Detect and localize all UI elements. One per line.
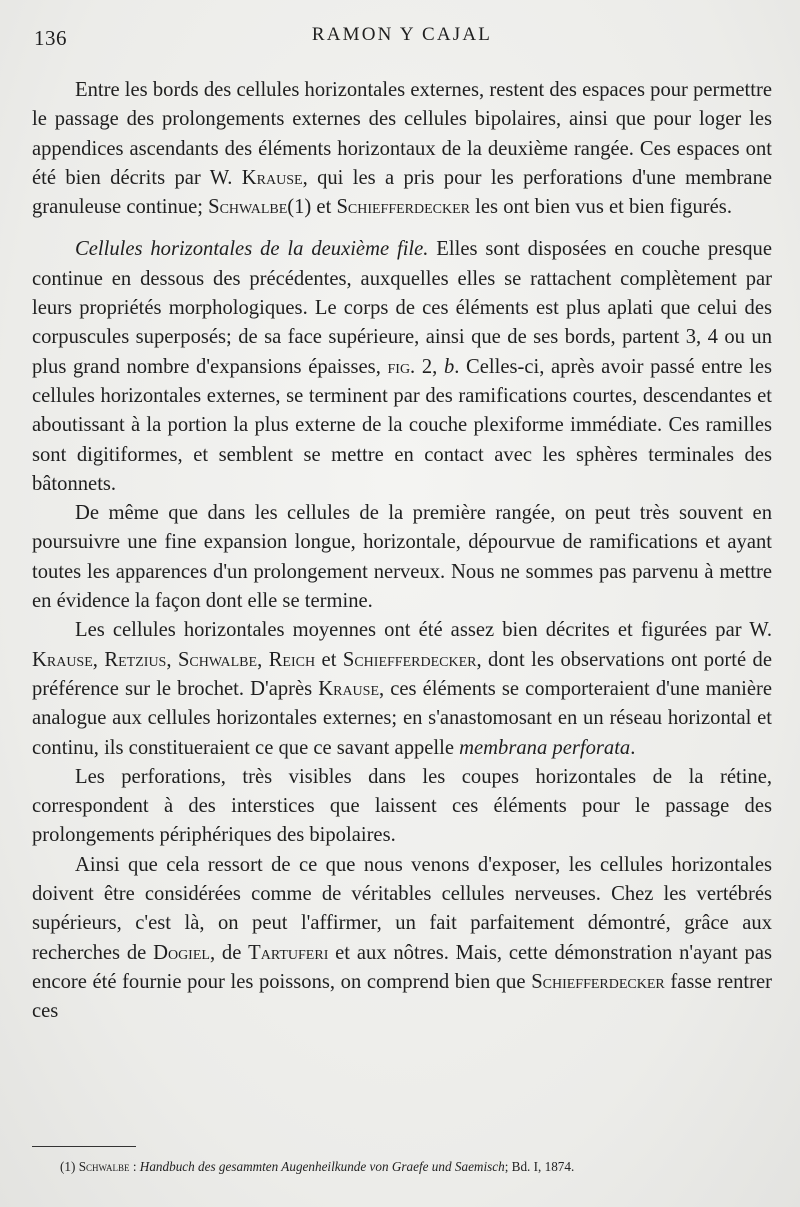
small-caps-name: fig.: [387, 355, 416, 378]
small-caps-name: Schwalbe: [177, 648, 258, 671]
small-caps-name: Schwalbe: [78, 1159, 130, 1174]
italic-text: b: [443, 355, 455, 378]
text-run: et: [315, 648, 343, 671]
small-caps-name: Reich: [268, 648, 316, 671]
text-run: De même que dans les cellules de la première rangée, on peut très souvent en poursuivre une fine expansion longue, horizontale, dépourvue de ramifications et ayant toutes les apparences d'un prolongement nerveux. Nous ne sommes pas parvenu à mettre en évidence la façon dont elle se termine.: [32, 502, 772, 613]
small-caps-name: Retzius: [104, 648, 167, 671]
text-run: Elles sont disposées en couche presque continue en dessous des précédentes, auxquelles elles se rattachent complètement par leurs propriétés morphologiques. Le corps de ces éléments est plus aplati que celui des corpuscules superposés; de sa face supérieure, ainsi que de ses bords, partent 3, 4 ou un plus grand nombre d'expansions épaisses,: [32, 238, 772, 378]
small-caps-name: Schwalbe: [208, 196, 288, 219]
paragraph: [32, 499, 772, 616]
small-caps-name: Schiefferdecker: [531, 970, 665, 993]
small-caps-name: Schiefferdecker: [336, 196, 471, 219]
text-run: .: [630, 736, 636, 759]
text-run: Entre les bords des cellules horizontales externes, restent des espaces pour permettre le passage des prolongements externes des cellules bipolaires, ainsi que pour loger les appendices ascendants des éléments horizontaux de la deuxième rangée. Ces espaces ont été bien décrits par W.: [32, 79, 772, 189]
text-run: fasse rentrer ces: [32, 970, 773, 1023]
text-run: ,: [257, 648, 269, 671]
small-caps-name: Krause: [318, 677, 380, 700]
italic-text: membrana perforata: [459, 736, 631, 759]
footnote: [60, 1158, 780, 1176]
running-head: RAMON Y CAJAL: [311, 24, 493, 45]
text-run: Les cellules horizontales moyennes ont été assez bien décrites et figurées par W.: [75, 619, 772, 642]
footnote-rule: [32, 1146, 136, 1147]
italic-text: Handbuch des gesammten Augenheilkunde von Graefe und Saemisch: [139, 1159, 505, 1174]
body-text: [32, 76, 772, 1027]
text-run: . Celles-ci, après avoir passé entre les cellules horizontales externes, se terminent par des ramifications courtes, descendantes et aboutissant à la portion la plus externe de la couche plexiforme immédiate. Ces ramilles sont digitiformes, et semblent se mettre en contact avec les sphères terminales des bâtonnets.: [32, 355, 772, 495]
text-run: ,: [166, 648, 178, 671]
text-run: , ces éléments se comporteraient d'une manière analogue aux cellules horizontales externes; en s'anastomosant en un réseau horizontal et continu, ils constitueraient ce que ce savant appelle: [32, 677, 772, 759]
italic-text: Cellules horizontales de la deuxième file.: [75, 238, 429, 261]
text-run: , dont les observations ont porté de préférence sur le brochet. D'après: [32, 648, 772, 700]
paragraph: [32, 76, 772, 222]
text-run: (1): [60, 1159, 79, 1174]
text-run: 2,: [415, 355, 444, 378]
small-caps-name: Krause: [241, 166, 303, 189]
small-caps-name: Tartuferi: [248, 941, 329, 964]
paragraph: [32, 763, 772, 851]
text-run: et aux nôtres. Mais, cette démonstration n'ayant pas encore été fournie pour les poissons, on comprend bien que: [32, 941, 772, 993]
text-run: Ainsi que cela ressort de ce que nous venons d'exposer, les cellules horizontales doivent être considérées comme de véritables cellules nerveuses. Chez les vertébrés supérieurs, c'est là, on peut l'affirmer, un fait parfaitement démontré, grâce aux recherches de: [32, 853, 772, 964]
paragraph-gap: [32, 222, 772, 235]
page-number: 136: [34, 26, 67, 50]
text-run: :: [129, 1159, 140, 1174]
small-caps-name: Krause: [32, 648, 93, 671]
text-run: ,: [92, 648, 105, 671]
page-header: [34, 20, 770, 50]
text-run: les ont bien vus et bien figurés.: [470, 196, 732, 219]
paragraph: [32, 616, 772, 762]
text-run: , de: [209, 941, 249, 964]
text-run: , qui les a pris pour les perforations d'une membrane granuleuse continue;: [32, 166, 773, 219]
text-run: Les perforations, très visibles dans les coupes horizontales de la rétine, correspondent à des interstices que laissent ces éléments pour le passage des prolongements périphériques des bipolaires.: [32, 765, 772, 847]
text-run: ; Bd. I, 1874.: [504, 1159, 575, 1174]
paragraph: [32, 235, 772, 499]
text-run: (1) et: [287, 196, 337, 219]
small-caps-name: Dogiel: [153, 941, 210, 964]
small-caps-name: Schiefferdecker: [342, 648, 477, 671]
paragraph: [32, 851, 772, 1027]
